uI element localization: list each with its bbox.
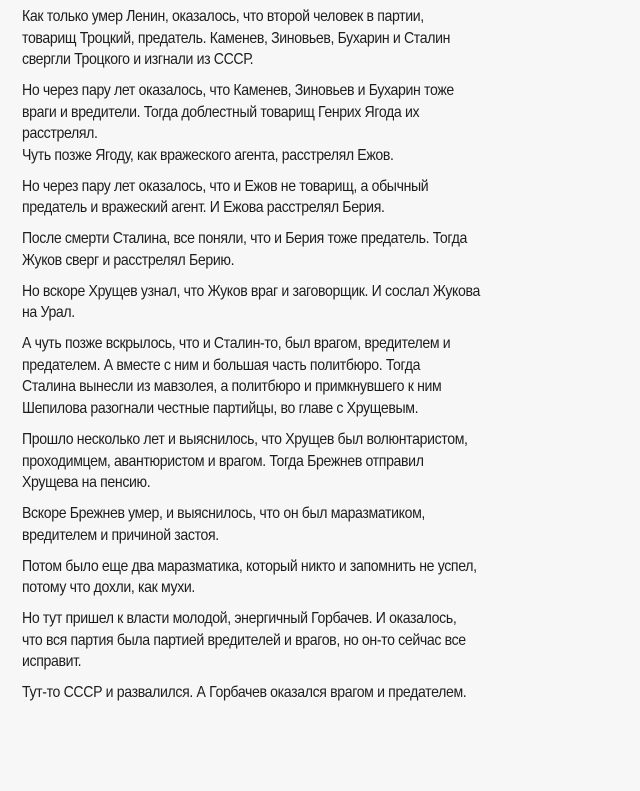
text-line: что вся партия была партией вредителей и врагов, но он-то сейчас все [22,631,466,649]
paragraph-7 [22,429,610,494]
paragraph-11 [22,682,610,704]
text-line: потому что дохли, как мухи. [22,579,195,597]
text-line: Потом было еще два маразматика, который никто и запомнить не успел, [22,557,477,575]
text-line: Но через пару лет оказалось, что и Ежов не товарищ, а обычный [22,177,429,195]
text-line: расстрелял. [22,125,98,143]
paragraph-1 [22,6,610,71]
text-line: проходимцем, авантюристом и врагом. Тогда Брежнев отправил [22,452,424,470]
paragraph-6 [22,333,610,419]
text-line: враги и вредители. Тогда доблестный товарищ Генрих Ягода их [22,103,420,121]
paragraph-5 [22,281,610,324]
text-line: свергли Троцкого и изгнали из СССР. [22,51,254,68]
text-line: Чуть позже Ягоду, как вражеского агента, расстрелял Ежов. [22,146,394,164]
text-line: Но через пару лет оказалось, что Каменев, Зиновьев и Бухарин тоже [22,82,454,100]
paragraph-2 [22,80,610,166]
paragraph-10 [22,608,610,673]
paragraph-3 [22,176,610,219]
right-edge-fade [634,0,640,791]
text-line: Хрущева на пенсию. [22,474,151,492]
text-line: После смерти Сталина, все поняли, что и Берия тоже предатель. Тогда [22,230,467,248]
text-line: Тут-то СССР и развалился. А Горбачев оказался врагом и предателем. [22,684,467,702]
paragraph-4 [22,228,610,271]
text-line: Шепилова разогнали честные партийцы, во главе с Хрущевым. [22,399,419,417]
text-line: Но вскоре Хрущев узнал, что Жуков враг и заговорщик. И сослал Жукова [22,282,480,300]
text-line: А чуть позже вскрылось, что и Сталин-то, был врагом, вредителем и [22,335,451,353]
paragraph-9 [22,556,610,599]
text-line: предатель и вражеский агент. И Ежова расстрелял Берия. [22,199,385,217]
text-line: Как только умер Ленин, оказалось, что второй человек в партии, [22,8,424,25]
text-line: товарищ Троцкий, предатель. Каменев, Зиновьев, Бухарин и Сталин [22,29,451,47]
text-line: предателем. А вместе с ним и большая часть политбюро. Тогда [22,356,421,374]
text-line: Вскоре Брежнев умер, и выяснилось, что он был маразматиком, [22,505,425,523]
post-body [22,6,610,714]
text-line: вредителем и причиной застоя. [22,526,219,544]
text-line: Жуков сверг и расстрелял Берию. [22,251,235,269]
text-line: на Урал. [22,304,75,322]
text-line: Сталина вынесли из мавзолея, а политбюро и примкнувшего к ним [22,378,442,396]
text-line: исправит. [22,653,82,671]
text-line: Прошло несколько лет и выяснилось, что Хрущев был волюнтаристом, [22,431,468,449]
text-line: Но тут пришел к власти молодой, энергичный Горбачев. И оказалось, [22,610,457,628]
paragraph-8 [22,503,610,546]
